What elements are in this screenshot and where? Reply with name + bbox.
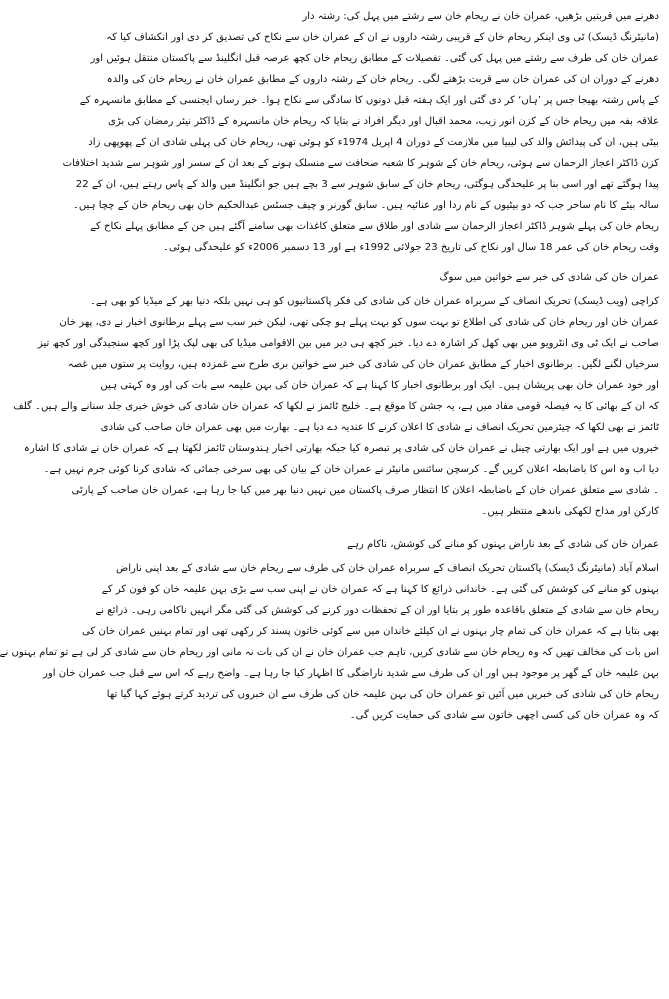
section1-line: بیٹی ہیں، ان کی پیدائش والد کی لیبیا میں ملازمت کے دوران 4 اپریل 1974ء کو ہوئی تھی، ریحام خان کی پہلی شادی ان کے پھوپھی زاد [88, 137, 659, 148]
section3-line: اسلام آباد (مانیٹرنگ ڈیسک) پاکستان تحریک انصاف کے سربراہ عمران خان کی طرف سے ریحام خان سے شادی کے بعد اپنی ناراض [116, 563, 659, 574]
section3-line: بہنوں کو منانے کی کوشش کی گئی ہے۔ خاندانی ذرائع کا کہنا ہے کہ عمران خان نے اپنی سب سے بڑی بہن علیمہ خان کو فون کر کے [101, 584, 659, 595]
section3-heading: عمران خان کی شادی کے بعد ناراض بہنوں کو منانے کی کوشش، ناکام رہے [347, 539, 659, 550]
section3-line: بہن علیمہ خان کے گھر پر موجود ہیں اور ان کی طرف سے شدید ناراضگی کا اظہار کیا جا رہا ہے۔ واضح رہے کہ اس سے قبل جب عمران خان اور [42, 668, 659, 679]
section3-line: بھی بتایا ہے کہ عمران خان کی تمام چار بہنوں نے ان کیلئے خاندان میں سے کوئی خاتون پسند کر رکھی تھی اور تمام بہنیں عمران خان کی [81, 626, 659, 637]
article-section-1 [62, 6, 659, 258]
section2-heading: عمران خان کی شادی کی خبر سے خواتین میں سوگ [439, 272, 659, 283]
section1-line: (مانیٹرنگ ڈیسک) ٹی وی اینکر ریحام خان کے قریبی رشتہ داروں نے ان کے عمران خان سے نکاح کی تصدیق کر دی اور انکشاف کیا کہ [106, 32, 659, 43]
section2-line: کہ ان کے بھائی کا یہ فیصلہ قومی مفاد میں ہے، یہ جشن کا موقع ہے۔ خلیج ٹائمز نے لکھا کہ عمران خان شادی کی خوش خبری جلد سنانے والے ہیں۔ گلف [13, 401, 659, 412]
section2-line: صاحب نے ایک ٹی وی انٹرویو میں بھی کھل کر اشارہ دے دیا۔ خبر کچھ ہی دیر میں بین الاقوامی میڈیا کی بھی لپک پڑا اور کچھ سنجیدگی اور کچھ تیز [37, 338, 659, 349]
section3-line: اس بات کی مخالف تھیں کہ وہ ریحام خان سے شادی کریں، تاہم جب عمران خان نے ان کی بات نہ مانی اور ریحام خان سے شادی کر لی ہے تو تمام بہنوں نے [0, 647, 659, 658]
section3-line: ریحام خان کی شادی کی خبریں میں آئیں تو عمران خان کی بہن علیمہ خان کی طرف سے ان خبروں کی تردید کرتے ہوئے کہا گیا تھا [106, 689, 659, 700]
section1-line: کزن ڈاکٹر اعجاز الرحمان سے ہوئی، ریحام خان کے شوہر کا شعبہ صحافت سے منسلک ہونے کے بعد ان کے سسر اور شوہر سے شدید اختلافات [62, 158, 659, 169]
section2-line: کراچی (ویب ڈیسک) تحریک انصاف کے سربراہ عمران خان کی شادی کی فکر پاکستانیوں کو ہی نہیں بلکہ دنیا بھر کے میڈیا کو بھی ہے۔ [89, 296, 659, 307]
section2-line: ٹائمز نے بھی لکھا کہ چیئرمین تحریک انصاف نے شادی کا اعلان کرنے کا عندیہ دے دیا ہے۔ بھارت میں بھی عمران خان صاحب کی شادی [100, 422, 659, 433]
section2-line: خبروں میں ہے اور ایک بھارتی چینل نے عمران خان کی شادی پر تبصرہ کیا جبکہ بھارتی اخبار ہندوستان ٹائمز لکھتا ہے کہ عمران خان نے شادی کا اشارہ [23, 443, 659, 454]
section2-line: سرخیاں لگنے لگیں۔ برطانوی اخبار کے مطابق عمران خان کی شادی کی خبر سے خواتین بری طرح سے غمزدہ ہیں، روایت پر ستوں میں غصہ [67, 359, 659, 370]
section2-line: اور خود عمران خان بھی پریشان ہیں۔ ایک اور برطانوی اخبار کا کہنا ہے کہ عمران خان کی بہن علیمہ سے بات کی اور وہ کہتی ہیں [100, 380, 659, 391]
section3-line: ریحام خان سے شادی کے متعلق باقاعدہ طور پر بتایا اور ان کے تحفظات دور کرنے کی کوشش کی گئی مگر انہیں ناکامی رہی۔ ذرائع نے [95, 605, 659, 616]
section1-line: دھرنے کے دوران ان کی عمران خان سے قربت بڑھنے لگی۔ ریحام خان کے رشتہ داروں کے مطابق عمران خان نے ریحام خان کی والدہ [106, 74, 659, 85]
section2-line: ۔ شادی سے متعلق عمران خان کے باضابطہ اعلان کا انتظار صرف پاکستان میں نہیں دنیا بھر میں کیا جا رہا ہے، عمران خان صاحب کے پارٹی [71, 485, 659, 496]
section2-line: کارکن اور مداح لکھکی باندھے منتظر ہیں۔ [481, 506, 659, 517]
section2-line: عمران خان اور ریحام خان کی شادی کی اطلاع تو بہت سوں کو بہت پہلے ہو چکی تھی، لیکن خبر سب سے پہلے برطانوی اخبار نے دی، پھر خان [59, 317, 659, 328]
section1-line: پیدا ہوگئے تھے اور اسی بنا پر علیحدگی ہوگئی، ریحام خان کے سابق شوہر سے 3 بچے ہیں جو انگلینڈ میں والد کے پاس رہتے ہیں، ان کے 22 [75, 179, 659, 190]
section2-line: دیا اب وہ اس کا باضابطہ اعلان کریں گے۔ کرسچن سائنس مانیٹر نے عمران خان کے بیان کی بھی سرخی جمائی کہ شادی کرنا کوئی جرم نہیں ہے۔ [43, 464, 659, 475]
section3-line: کہ وہ عمران خان کی کسی اچھی خاتون سے شادی کی حمایت کریں گی۔ [349, 710, 659, 721]
article-section-3 [0, 534, 659, 726]
article-section-2 [13, 267, 659, 522]
section1-line: سالہ بیٹے کا نام ساحر جب کہ دو بیٹیوں کے نام ردا اور عنائیہ ہیں۔ سابق گورنر و چیف جسٹس عبدالحکیم خان بھی ریحام خان کے چچا ہیں۔ [72, 200, 659, 211]
section1-headline: دھرنے میں قربتیں بڑھیں، عمران خان نے ریحام خان سے رشتے میں پہل کی: رشتہ دار [302, 11, 659, 22]
section1-line: علاقہ بفہ میں ریحام خان کے کزن انور زیب، محمد اقبال اور دیگر افراد نے بتایا کہ ریحام خان مانسہرہ کے ڈاکٹر نیئر رمضان کی بڑی [107, 116, 659, 127]
section1-line: کے پاس رشتہ بھیجا جس پر ’ہاں‘ کر دی گئی اور ایک ہفتہ قبل دونوں کا سادگی سے نکاح ہوا۔ خبر رساں ایجنسی کے مطابق مانسہرہ کے [79, 95, 659, 106]
section1-line: عمران خان کی طرف سے رشتے میں پہل کی گئی۔ تفصیلات کے مطابق ریحام خان کچھ عرصہ قبل انگلینڈ سے پاکستان منتقل ہوئیں اور [90, 53, 659, 64]
section1-line: وقت ریحام خان کی عمر 18 سال اور نکاح کی تاریخ 23 جولائی 1992ء ہے اور 13 دسمبر 2006ء کو علیحدگی ہوئی۔ [162, 242, 659, 253]
section1-line: ریحام خان کی پہلے شوہر ڈاکٹر اعجاز الرحمان سے شادی اور طلاق سے متعلق کاغذات بھی سامنے آگئے ہیں جن کے مطابق پہلے نکاح کے [90, 221, 659, 232]
